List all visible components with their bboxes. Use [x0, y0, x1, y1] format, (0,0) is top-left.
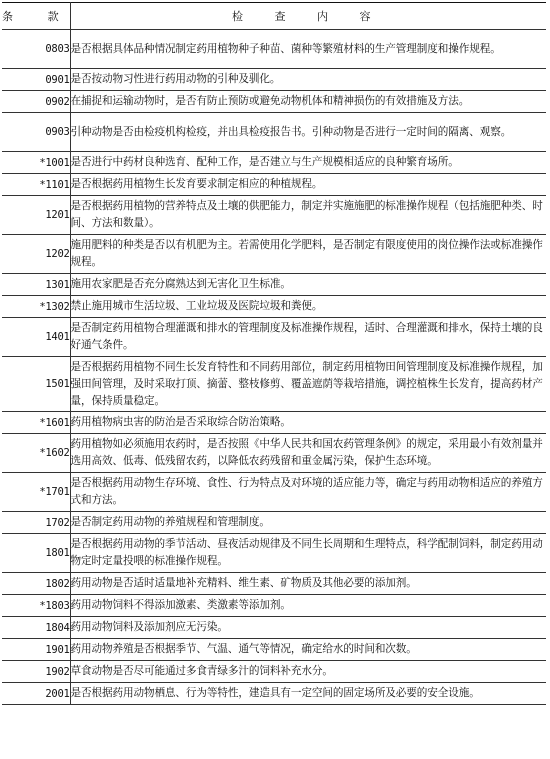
clause-code: *1601	[2, 412, 70, 434]
clause-code: 1902	[2, 661, 70, 683]
table-row	[2, 412, 546, 434]
clause-code: 1801	[2, 534, 70, 573]
table-row	[2, 683, 546, 705]
table-row	[2, 617, 546, 639]
table-row	[2, 473, 546, 512]
table-row	[2, 235, 546, 274]
clause-code: 1802	[2, 573, 70, 595]
clause-code: 1804	[2, 617, 70, 639]
clause-code: 0803	[2, 30, 70, 69]
clause-content: 禁止施用城市生活垃圾、工业垃圾及医院垃圾和粪便。	[70, 296, 546, 318]
clause-code: 1702	[2, 512, 70, 534]
clause-content: 草食动物是否尽可能通过多食青绿多汁的饲料补充水分。	[70, 661, 546, 683]
clause-content: 药用植物如必须施用农药时，是否按照《中华人民共和国农药管理条例》的规定，采用最小有效剂量并选用高效、低毒、低残留农药，以降低农药残留和重金属污染，保护生态环境。	[70, 434, 546, 473]
clause-content: 药用动物养殖是否根据季节、气温、通气等情况，确定给水的时间和次数。	[70, 639, 546, 661]
clause-code: 0901	[2, 69, 70, 91]
table-row	[2, 573, 546, 595]
clause-code: 1301	[2, 274, 70, 296]
clause-content: 药用动物饲料不得添加激素、类激素等添加剂。	[70, 595, 546, 617]
table-row	[2, 318, 546, 357]
table-row	[2, 30, 546, 69]
table-row	[2, 69, 546, 91]
table-row	[2, 512, 546, 534]
clause-code: *1701	[2, 473, 70, 512]
clause-code: 1202	[2, 235, 70, 274]
clause-content: 是否根据具体品种情况制定药用植物种子种苗、菌种等繁殖材料的生产管理制度和操作规程。	[70, 30, 546, 69]
clause-content: 是否制定药用动物的养殖规程和管理制度。	[70, 512, 546, 534]
table-row	[2, 639, 546, 661]
clause-code: 1501	[2, 357, 70, 412]
clause-content: 施用农家肥是否充分腐熟达到无害化卫生标准。	[70, 274, 546, 296]
clause-code: *1001	[2, 152, 70, 174]
clause-content: 是否进行中药材良种选育、配种工作，是否建立与生产规模相适应的良种繁育场所。	[70, 152, 546, 174]
clause-code: *1302	[2, 296, 70, 318]
clause-content: 药用动物饲料及添加剂应无污染。	[70, 617, 546, 639]
table-row	[2, 595, 546, 617]
clause-code: 1201	[2, 196, 70, 235]
clause-code: 2001	[2, 683, 70, 705]
clause-code: 0902	[2, 91, 70, 113]
table-row	[2, 152, 546, 174]
clause-code: *1101	[2, 174, 70, 196]
clause-code: 1901	[2, 639, 70, 661]
clause-content: 是否根据药用动物的季节活动、昼夜活动规律及不同生长周期和生理特点，科学配制饲料，制定药用动物定时定量投喂的标准操作规程。	[70, 534, 546, 573]
clause-content: 是否根据药用动物栖息、行为等特性，建造具有一定空间的固定场所及必要的安全设施。	[70, 683, 546, 705]
clause-content: 是否制定药用植物合理灌溉和排水的管理制度及标准操作规程，适时、合理灌溉和排水，保持土壤的良好通气条件。	[70, 318, 546, 357]
header-content: 检 查 内 容	[70, 3, 546, 30]
clause-content: 引种动物是否由检疫机构检疫，并出具检疫报告书。引种动物是否进行一定时间的隔离、观察。	[70, 113, 546, 152]
table-row	[2, 296, 546, 318]
table-row	[2, 113, 546, 152]
clause-code: *1602	[2, 434, 70, 473]
table-row	[2, 357, 546, 412]
table-row	[2, 91, 546, 113]
clause-code: 0903	[2, 113, 70, 152]
clause-code: 1401	[2, 318, 70, 357]
clause-content: 是否根据药用植物生长发育要求制定相应的种植规程。	[70, 174, 546, 196]
table-row	[2, 434, 546, 473]
table-header-row	[2, 3, 546, 30]
clause-code: *1803	[2, 595, 70, 617]
header-clause: 条 款	[2, 3, 70, 30]
clause-content: 是否根据药用动物生存环境、食性、行为特点及对环境的适应能力等，确定与药用动物相适应的养殖方式和方法。	[70, 473, 546, 512]
inspection-table	[2, 2, 546, 705]
clause-content: 药用植物病虫害的防治是否采取综合防治策略。	[70, 412, 546, 434]
table-row	[2, 534, 546, 573]
table-row	[2, 196, 546, 235]
clause-content: 施用肥料的种类是否以有机肥为主。若需使用化学肥料，是否制定有限度使用的岗位操作法或标准操作规程。	[70, 235, 546, 274]
table-row	[2, 661, 546, 683]
clause-content: 是否按动物习性进行药用动物的引种及驯化。	[70, 69, 546, 91]
clause-content: 药用动物是否适时适量地补充精料、维生素、矿物质及其他必要的添加剂。	[70, 573, 546, 595]
clause-content: 在捕捉和运输动物时，是否有防止预防或避免动物机体和精神损伤的有效措施及方法。	[70, 91, 546, 113]
clause-content: 是否根据药用植物不同生长发育特性和不同药用部位，制定药用植物田间管理制度及标准操作规程，加强田间管理，及时采取打顶、摘蕾、整枝修剪、覆盖遮荫等栽培措施，调控植株生长发育，提高药材产量，保持质量稳定。	[70, 357, 546, 412]
table-row	[2, 274, 546, 296]
table-row	[2, 174, 546, 196]
clause-content: 是否根据药用植物的营养特点及土壤的供肥能力，制定并实施施肥的标准操作规程（包括施肥种类、时间、方法和数量）。	[70, 196, 546, 235]
